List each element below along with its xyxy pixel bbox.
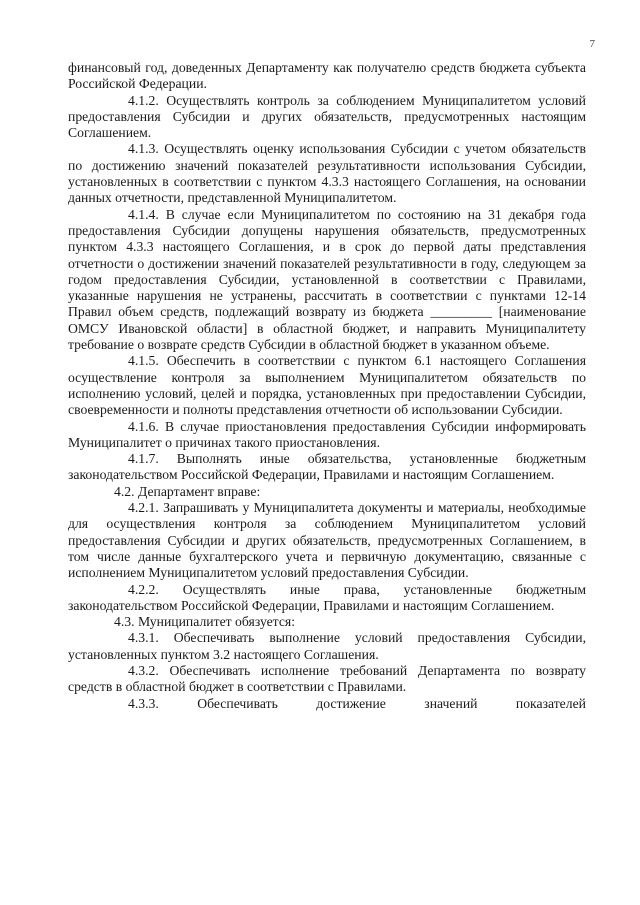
paragraph-4-1-2: 4.1.2. Осуществлять контроль за соблюдением Муниципалитетом условий предоставления Субсидии и других обязательств, предусмотренных настоящим Соглашением. xyxy=(68,92,586,141)
paragraph-4-2-2: 4.2.2. Осуществлять иные права, установленные бюджетным законодательством Российской Федерации, Правилами и настоящим Соглашением. xyxy=(68,581,586,613)
section-heading-4-2: 4.2. Департамент вправе: xyxy=(114,483,261,499)
paragraph-4-3-3: 4.3.3. Обеспечивать достижение значений показателей xyxy=(128,695,586,711)
paragraph-4-3-1: 4.3.1. Обеспечивать выполнение условий предоставления Субсидии, установленных пунктом 3.2 настоящего Соглашения. xyxy=(68,630,586,662)
paragraph-4-1-4: 4.1.4. В случае если Муниципалитетом по состоянию на 31 декабря года предоставления Субсидии допущены нарушения обязательств, предусмотренных пунктом 4.3.3 настоящего Соглашения, и в срок до первой даты представления отчетности о достижении значений показателей результативности в году, следующем за годом предоставления Субсидии, установленной в соответствии с Правилами, указанные нарушения не устранены, рассчитать в соответствии с пунктами 12-14 Правил объем средств, подлежащий возврату из бюджета _________ [наименование ОМСУ Ивановской области] в областной бюджет, и направить Муниципалитету требование о возврате средств Субсидии в областной бюджет в указанном объеме. xyxy=(68,206,586,353)
section-heading-4-3: 4.3. Муниципалитет обязуется: xyxy=(114,614,296,630)
paragraph-continuation: финансовый год, доведенных Департаменту как получателю средств бюджета субъекта Российской Федерации. xyxy=(68,60,586,92)
page-number: 7 xyxy=(589,38,595,50)
paragraph-4-1-5: 4.1.5. Обеспечить в соответствии с пунктом 6.1 настоящего Соглашения осуществление контроля за выполнением Муниципалитетом обязательств по исполнению условий, целей и порядка, установленных при предоставлении Субсидии, своевременности и полноты представления отчетности об использовании Субсидии. xyxy=(68,353,586,418)
document-body xyxy=(68,60,586,712)
paragraph-4-1-7: 4.1.7. Выполнять иные обязательства, установленные бюджетным законодательством Российской Федерации, Правилами и настоящим Соглашением. xyxy=(68,451,586,483)
paragraph-4-2-1: 4.2.1. Запрашивать у Муниципалитета документы и материалы, необходимые для осуществления контроля за соблюдением Муниципалитетом условий предоставления Субсидии и других обязательств, предусмотренных Соглашением, в том числе данные бухгалтерского учета и первичную документацию, связанные с исполнением Муниципалитетом условий предоставления Субсидии. xyxy=(68,500,586,581)
paragraph-4-1-3: 4.1.3. Осуществлять оценку использования Субсидии с учетом обязательств по достижению значений показателей результативности использования Субсидии, установленных в соответствии с пунктом 4.3.3 настоящего Соглашения, на основании данных отчетности, представленной Муниципалитетом. xyxy=(68,141,586,206)
paragraph-4-1-6: 4.1.6. В случае приостановления предоставления Субсидии информировать Муниципалитет о причинах такого приостановления. xyxy=(68,418,586,450)
paragraph-4-3-2: 4.3.2. Обеспечивать исполнение требований Департамента по возврату средств в областной бюджет в соответствии с Правилами. xyxy=(68,662,586,695)
